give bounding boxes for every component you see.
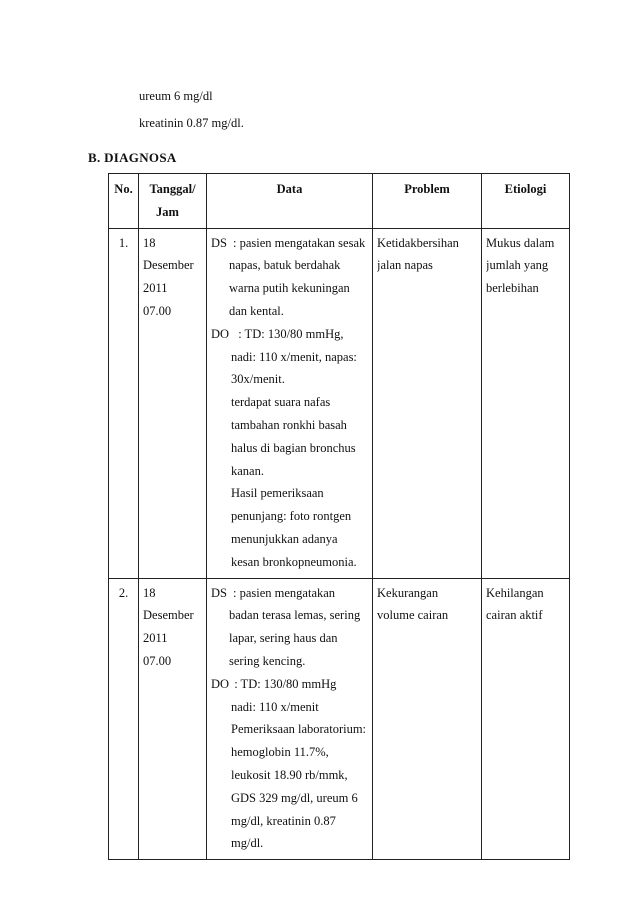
tanggal-month: Desember [143,258,194,273]
ds-text: lapar, sering haus dan [229,631,338,646]
ds-line [211,582,368,605]
header-tanggal-line1: Tanggal/ [149,182,196,196]
row-etiologi [482,228,570,578]
problem-text: jalan napas [377,258,433,273]
problem-text: volume cairan [377,608,449,623]
do-text: mg/dl. [231,836,264,851]
lab-line-kreatinin: kreatinin 0.87 mg/dl. [139,116,244,130]
problem-text: Ketidakbersihan [377,235,459,250]
problem-text: Kekurangan [377,585,439,600]
ds-text: badan terasa lemas, sering [229,608,361,623]
etiologi-text: cairan aktif [486,608,543,623]
row-number: 1. [109,228,139,578]
do-text: Pemeriksaan laboratorium: [231,722,367,737]
do-line [211,673,368,696]
tanggal-year: 2011 [143,281,168,296]
etiologi-text: berlebihan [486,281,539,296]
row-problem [373,228,482,578]
do-text: leukosit 18.90 rb/mmk, [231,767,348,782]
tanggal-day: 18 [143,585,156,600]
tanggal-time: 07.00 [143,653,172,668]
row-tanggal [139,228,207,578]
etiologi-text: jumlah yang [486,258,549,273]
do-text: Hasil pemeriksaan [231,486,324,501]
header-tanggal [139,174,207,229]
do-text: menunjukkan adanya [231,531,338,546]
tanggal-year: 2011 [143,631,168,646]
do-text: mg/dl, kreatinin 0.87 [231,813,336,828]
table-row [109,228,570,578]
lab-line-ureum: ureum 6 mg/dl [139,89,213,103]
row-data [207,578,373,860]
ds-text: warna putih kekuningan [229,281,350,296]
do-text: : TD: 130/80 mmHg [234,676,337,691]
ds-line [211,232,368,255]
header-no: No. [109,174,139,229]
do-text: penunjang: foto rontgen [231,509,352,524]
ds-text: sering kencing. [229,653,306,668]
do-text: kanan. [231,463,264,478]
do-text: GDS 329 mg/dl, ureum 6 [231,790,358,805]
ds-text: : pasien mengatakan sesak [233,235,366,250]
do-text: terdapat suara nafas [231,395,331,410]
do-line [211,323,368,346]
row-data [207,228,373,578]
ds-text: dan kental. [229,303,284,318]
do-text: kesan bronkopneumonia. [231,554,357,569]
tanggal-month: Desember [143,608,194,623]
table-row [109,578,570,860]
do-text: nadi: 110 x/menit, napas: [231,349,357,364]
header-data: Data [207,174,373,229]
do-text: hemoglobin 11.7%, [231,745,329,760]
header-tanggal-line2: Jam [156,204,179,219]
ds-label: DS [211,585,227,600]
do-label: DO [211,676,230,691]
tanggal-day: 18 [143,235,156,250]
do-text: 30x/menit. [231,372,285,387]
table-header-row [109,174,570,229]
header-problem: Problem [373,174,482,229]
ds-text: : pasien mengatakan [233,585,336,600]
do-label: DO [211,326,230,341]
ds-text: napas, batuk berdahak [229,258,341,273]
row-number: 2. [109,578,139,860]
diagnosis-table [108,173,570,860]
row-etiologi [482,578,570,860]
tanggal-time: 07.00 [143,303,172,318]
do-text: halus di bagian bronchus [231,440,356,455]
etiologi-text: Kehilangan [486,585,544,600]
do-text: tambahan ronkhi basah [231,417,347,432]
row-tanggal [139,578,207,860]
section-title: B. DIAGNOSA [88,150,177,165]
etiologi-text: Mukus dalam [486,235,555,250]
do-text: : TD: 130/80 mmHg, [238,326,344,341]
row-problem [373,578,482,860]
do-text: nadi: 110 x/menit [231,699,319,714]
ds-label: DS [211,235,227,250]
header-etiologi: Etiologi [482,174,570,229]
